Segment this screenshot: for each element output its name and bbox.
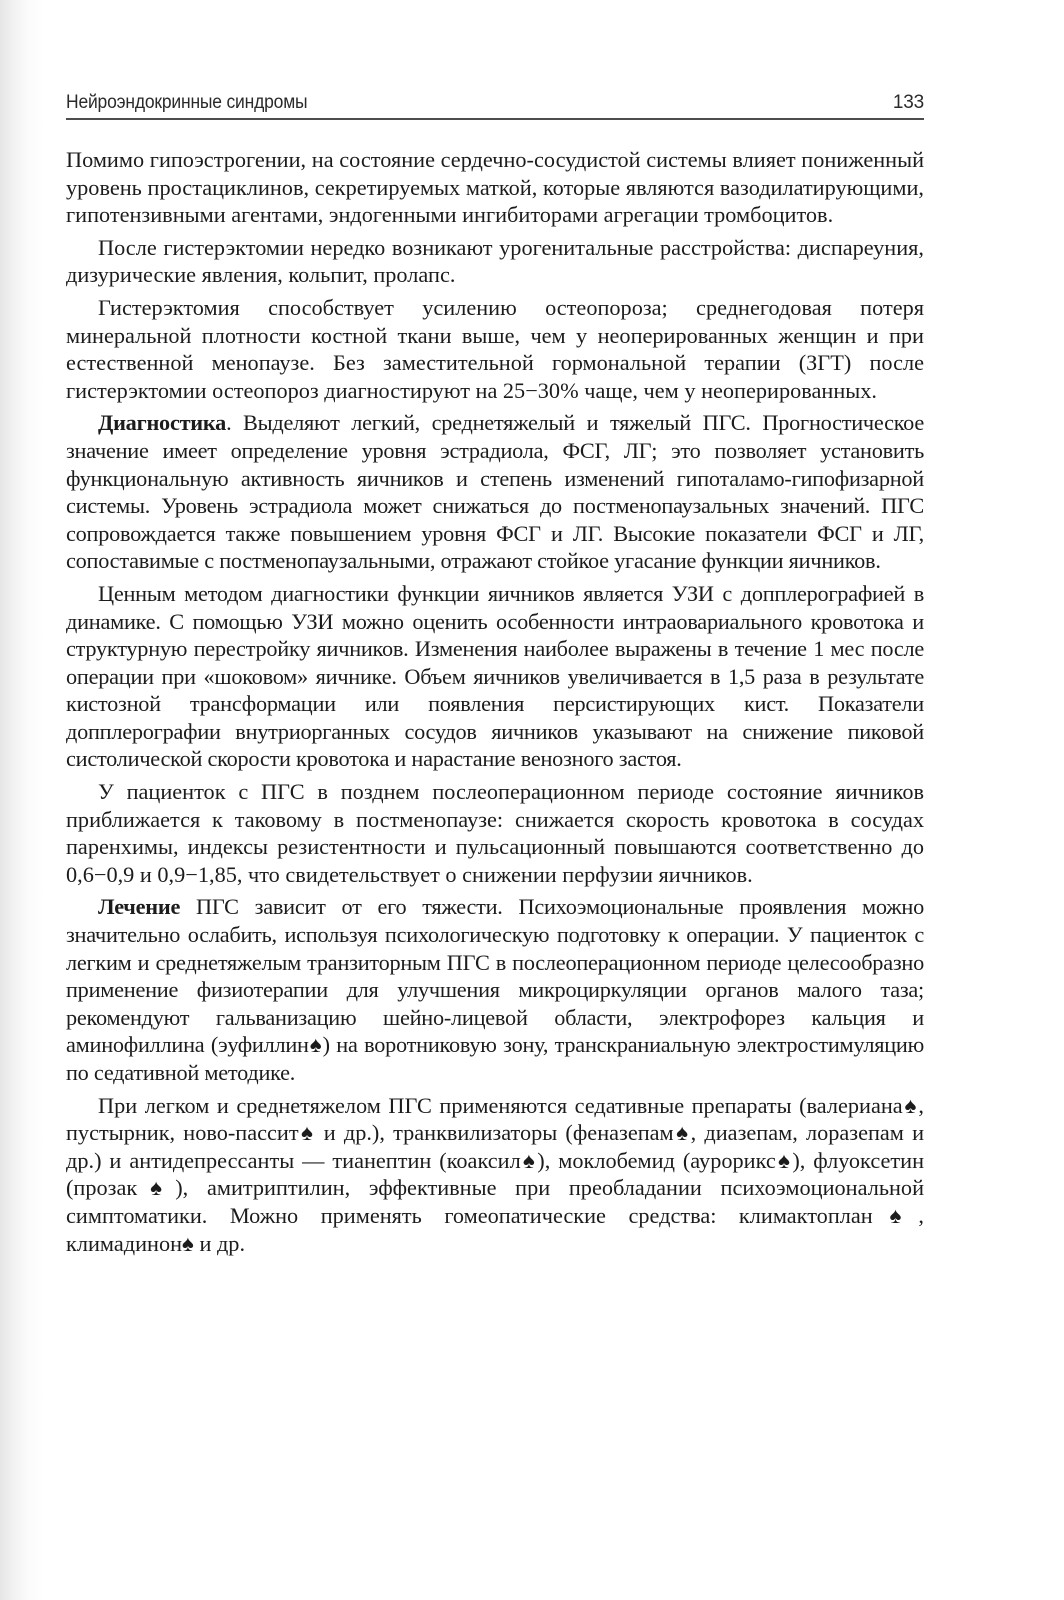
paragraph-text: Помимо гипоэстрогении, на состояние сердечно-сосудистой системы влияет пониженный уровень простациклинов, секретируемых маткой, которые являются вазодилатирующими, гипотензивными агентами, эндогенными ингибиторами агрегации тромбоцитов.: [66, 147, 924, 228]
paragraph-cardiovascular: [66, 146, 924, 229]
body-text: [66, 146, 924, 1257]
paragraph-text: ПГС зависит от его тяжести. Психоэмоциональные проявления можно значительно ослабить, используя психологическую подготовку к операции. У пациенток с легким и среднетяжелым транзиторным ПГС в послеоперационном периоде целесообразно применение физиотерапии для улучшения микроциркуляции органов малого таза; рекомендуют гальванизацию шейно-лицевой области, электрофорез кальция и аминофиллина (эуфиллин♠) на воротниковую зону, транскраниальную электростимуляцию по седативной методике.: [66, 894, 924, 1085]
paragraph-text: Гистерэктомия способствует усилению остеопороза; среднегодовая потеря минеральной плотности костной ткани выше, чем у неоперированных женщин и при естественной менопаузе. Без заместительной гормональной терапии (ЗГТ) после гистерэктомии остеопороз диагностируют на 25−30% чаще, чем у неоперированных.: [66, 294, 924, 403]
section-lead-treatment: Лечение: [98, 894, 181, 920]
paragraph-urogenital: [66, 234, 924, 289]
paragraph-text: Ценным методом диагностики функции яичников является УЗИ с допплерографией в динамике. С помощью УЗИ можно оценить особенности интраовариального кровотока и структурную перестройку яичников. Изменения наиболее выражены в течение 1 мес после операции при «шоковом» яичнике. Объем яичников увеличивается в 1,5 раза в результате кистозной трансформации или появления персистирующих кист. Показатели допплерографии внутриорганных сосудов яичников указывают на снижение пиковой систолической скорости кровотока и нарастание венозного застоя.: [66, 580, 924, 772]
paragraph-ultrasound: [66, 580, 924, 773]
running-title: Нейроэндокринные синдромы: [66, 92, 308, 113]
page-content: [66, 86, 924, 1262]
paragraph-text: . Выделяют легкий, среднетяжелый и тяжелый ПГС. Прогностическое значение имеет определение уровня эстрадиола, ФСГ, ЛГ; это позволяет установить функциональную активность яичников и степень изменений гипоталамо-гипофизарной системы. Уровень эстрадиола может снижаться до постменопаузальных значений. ПГС сопровождается также повышением уровня ФСГ и ЛГ. Высокие показатели ФСГ и ЛГ, сопоставимые с постменопаузальными, отражают стойкое угасание функции яичников.: [66, 410, 924, 574]
running-header: [66, 86, 924, 118]
paragraph-medications: [66, 1092, 924, 1258]
page-number: 133: [892, 92, 924, 113]
paragraph-text: У пациенток с ПГС в позднем послеоперационном периоде состояние яичников приближается к таковому в постменопаузе: снижается скорость кровотока в сосудах паренхимы, индексы резистентности и пульсационный повышаются соответственно до 0,6−0,9 и 0,9−1,85, что свидетельствует о снижении перфузии яичников.: [66, 779, 924, 887]
section-lead-diagnostics: Диагностика: [98, 410, 227, 436]
paragraph-osteoporosis: [66, 294, 924, 404]
paragraph-late-period: [66, 778, 924, 888]
paragraph-diagnostics: [66, 409, 924, 575]
paragraph-treatment: [66, 893, 924, 1086]
paragraph-text: При легком и среднетяжелом ПГС применяются седативные препараты (валериана♠, пустырник, ново-пассит♠ и др.), транквилизаторы (феназепам♠, диазепам, лоразепам и др.) и антидепрессанты — тианептин (коаксил♠), моклобемид (аурорикс♠), флуоксетин (прозак♠), амитриптилин, эффективные при преобладании психоэмоциональной симптоматики. Можно применять гомеопатические средства: климактоплан♠, климадинон♠ и др.: [66, 1092, 924, 1256]
header-rule: [66, 118, 924, 120]
paragraph-text: После гистерэктомии нередко возникают урогенитальные расстройства: диспареуния, дизурические явления, кольпит, пролапс.: [66, 234, 924, 288]
